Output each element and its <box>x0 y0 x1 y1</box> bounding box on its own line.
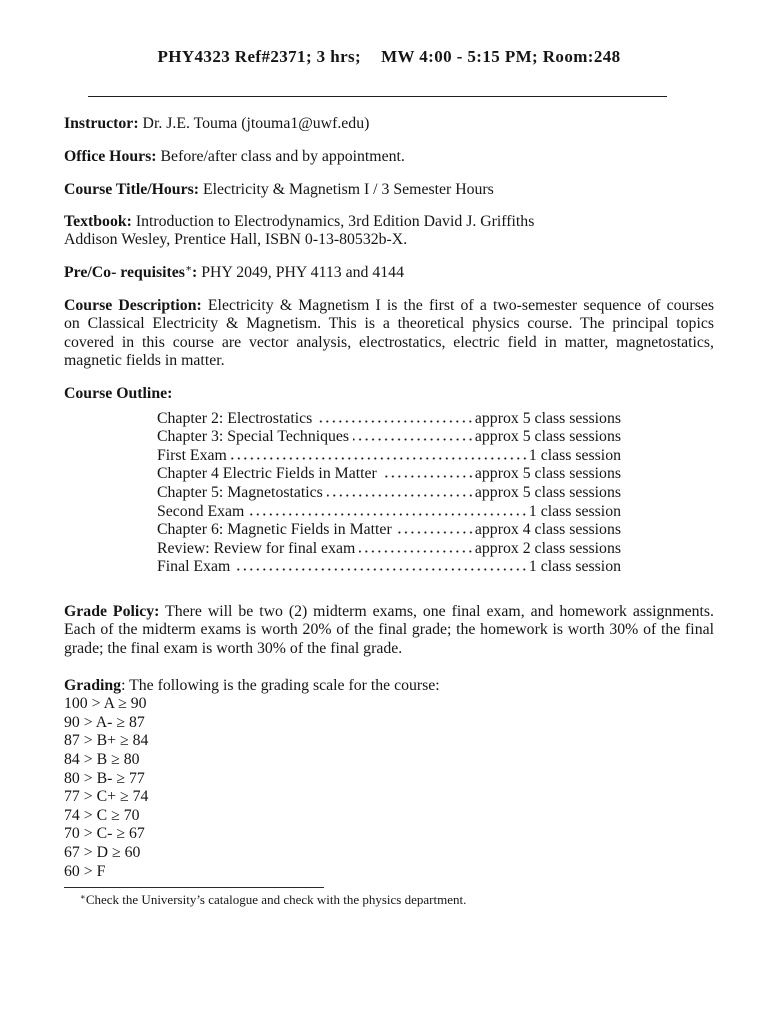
outline-sessions: approx 5 class sessions <box>474 409 621 427</box>
grade-policy-text: There will be two (2) midterm exams, one final exam, and homework assignments. <box>165 602 715 620</box>
outline-topic: Second Exam <box>157 502 245 520</box>
office-hours-value: Before/after class and by appointment. <box>160 147 405 165</box>
outline-item <box>157 558 621 577</box>
outline-sessions: 1 class session <box>528 558 621 576</box>
description-text: Electricity & Magnetism I is the first of a two-semester sequence of courses <box>207 296 715 314</box>
grade-scale-row: 87 > B+ ≥ 84 <box>64 732 149 750</box>
outline-item <box>157 521 621 540</box>
outline-item <box>157 410 621 429</box>
footnote-text: Check the University’s catalogue and check with the physics department. <box>85 891 467 907</box>
textbook-label: Textbook: <box>64 212 132 230</box>
schedule-info: MW 4:00 - 5:15 PM; Room:248 <box>381 47 621 66</box>
dot-leader <box>327 494 474 497</box>
course-outline-list <box>157 410 621 577</box>
outline-topic: Final Exam <box>157 558 231 576</box>
grade-scale-row: 74 > C ≥ 70 <box>64 806 140 824</box>
instructor-line <box>64 115 714 134</box>
outline-item <box>157 503 621 522</box>
grade-scale-row: 80 > B- ≥ 77 <box>64 769 145 787</box>
outline-item <box>157 484 621 503</box>
footnote-rule <box>64 887 324 888</box>
textbook-section <box>64 213 714 250</box>
prerequisites-section <box>64 264 714 283</box>
footnote-mark: ∗ <box>184 262 193 274</box>
dot-leader <box>231 457 528 460</box>
grade-scale-row: 70 > C- ≥ 67 <box>64 825 145 843</box>
grade-policy-section <box>64 603 714 659</box>
grade-scale-row: 84 > B ≥ 80 <box>64 751 140 769</box>
grade-scale-row: 90 > A- ≥ 87 <box>64 713 145 731</box>
dot-leader <box>353 438 474 441</box>
course-title-value: Electricity & Magnetism I / 3 Semester Hours <box>202 180 494 198</box>
footnote <box>80 892 680 907</box>
course-info: PHY4323 Ref#2371; 3 hrs; <box>157 47 362 66</box>
dot-leader <box>316 420 474 423</box>
textbook-publisher-line: Addison Wesley, Prentice Hall, ISBN 0-13-80532b-X. <box>64 231 408 249</box>
textbook-line <box>64 213 714 232</box>
outline-sessions: 1 class session <box>528 446 621 464</box>
course-header <box>64 47 714 67</box>
dot-leader <box>359 550 474 553</box>
outline-sessions: approx 5 class sessions <box>474 428 621 446</box>
instructor-section <box>64 115 714 134</box>
instructor-label: Instructor: <box>64 114 139 132</box>
instructor-value: Dr. J.E. Touma (jtouma1@uwf.edu) <box>142 114 370 132</box>
grade-policy-line: Each of the midterm exams is worth 20% of the final grade; the homework is worth 30% of the final <box>64 621 714 639</box>
dot-leader <box>248 513 528 516</box>
office-hours-section <box>64 148 714 167</box>
grading-label: Grading <box>64 676 122 694</box>
course-title-section <box>64 181 714 200</box>
grade-policy-label: Grade Policy: <box>64 602 160 620</box>
outline-topic: Chapter 3: Special Techniques <box>157 428 350 446</box>
grading-section <box>64 677 714 882</box>
grade-scale-row: 77 > C+ ≥ 74 <box>64 788 149 806</box>
course-outline-heading: Course Outline: <box>64 384 173 402</box>
dot-leader <box>381 475 474 478</box>
grade-policy-line: grade; the final exam is worth 30% of the final grade. <box>64 639 403 657</box>
description-line: covered in this course are vector analysis, electrostatics, electric field in matter, magnetostatics, <box>64 333 714 351</box>
outline-topic: Chapter 5: Magnetostatics <box>157 484 323 502</box>
grading-intro: : The following is the grading scale for the course: <box>121 676 440 694</box>
header-rule <box>88 96 667 97</box>
outline-topic: Chapter 6: Magnetic Fields in Matter <box>157 521 392 539</box>
course-title-label: Course Title/Hours: <box>64 180 200 198</box>
prerequisites-label: Pre/Co- requisites <box>64 263 185 281</box>
dot-leader <box>234 568 528 571</box>
grade-scale-row: 100 > A ≥ 90 <box>64 695 147 713</box>
description-line: on Classical Electricity & Magnetism. This is a theoretical physics course. The principal topics <box>64 315 714 333</box>
grade-scale-row: 67 > D ≥ 60 <box>64 844 141 862</box>
description-line <box>64 297 714 316</box>
course-outline-heading-block <box>64 385 714 404</box>
outline-item <box>157 447 621 466</box>
outline-sessions: 1 class session <box>528 502 621 520</box>
description-line: magnetic fields in matter. <box>64 352 225 370</box>
outline-topic: Chapter 4 Electric Fields in Matter <box>157 465 377 483</box>
prerequisites-value: PHY 2049, PHY 4113 and 4144 <box>201 263 404 281</box>
prerequisites-colon: : <box>192 263 198 281</box>
outline-item <box>157 465 621 484</box>
grade-policy-line <box>64 603 714 622</box>
course-description-label: Course Description: <box>64 296 202 314</box>
course-description-section <box>64 297 714 371</box>
footnote-mark: ∗ <box>80 890 86 901</box>
textbook-title: Introduction to Electrodynamics, 3rd Edition David J. Griffiths <box>135 212 535 230</box>
outline-sessions: approx 4 class sessions <box>474 521 621 539</box>
outline-topic: Review: Review for final exam <box>157 539 356 557</box>
dot-leader <box>396 531 474 534</box>
course-title-line <box>64 181 714 200</box>
outline-sessions: approx 2 class sessions <box>474 539 621 557</box>
outline-topic: First Exam <box>157 446 227 464</box>
office-hours-label: Office Hours: <box>64 147 157 165</box>
outline-item <box>157 540 621 559</box>
outline-sessions: approx 5 class sessions <box>474 465 621 483</box>
prerequisites-line <box>64 264 714 283</box>
office-hours-line <box>64 148 714 167</box>
outline-item <box>157 428 621 447</box>
outline-sessions: approx 5 class sessions <box>474 484 621 502</box>
grade-scale-row: 60 > F <box>64 862 106 880</box>
grading-intro-line <box>64 677 714 696</box>
outline-topic: Chapter 2: Electrostatics <box>157 409 313 427</box>
